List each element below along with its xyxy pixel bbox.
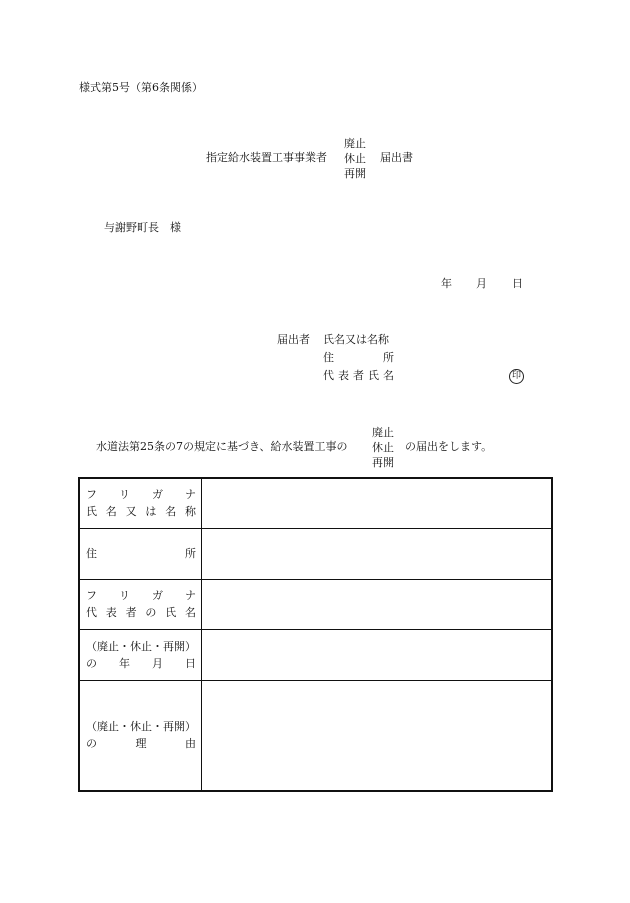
name-field[interactable] xyxy=(202,478,553,528)
notifier-rep-label: 代 表 者 氏 名 xyxy=(323,369,394,382)
date-day: 日 xyxy=(512,277,523,290)
row-label xyxy=(79,478,202,528)
representative-label: 代 表 者 の 氏 名 xyxy=(86,606,196,619)
title-option-kyushi: 休止 xyxy=(344,152,366,165)
name-label: 氏 名 又 は 名 称 xyxy=(86,505,196,519)
reason-label: の 理 由 xyxy=(86,737,196,751)
address-label: 住 所 xyxy=(86,547,196,560)
statement-prefix: 水道法第25条の7の規定に基づき、給水装置工事の xyxy=(96,440,348,453)
table-row xyxy=(79,579,552,629)
reason-field[interactable] xyxy=(202,680,553,791)
title-option-saikai: 再開 xyxy=(344,167,366,180)
table-row xyxy=(79,528,552,579)
date-year: 年 xyxy=(441,277,452,290)
statement-suffix: の届出をします。 xyxy=(405,440,493,453)
notifier-name-label: 氏名又は名称 xyxy=(323,333,389,346)
notifier-address-label: 住 所 xyxy=(323,351,394,364)
reason-type-label: （廃止・休止・再開） xyxy=(86,720,196,734)
date-month: 月 xyxy=(476,277,487,290)
row-label xyxy=(79,528,202,579)
title-option-haishi: 廃止 xyxy=(344,137,366,150)
statement-option-haishi: 廃止 xyxy=(372,426,394,439)
date-label: の 年 月 日 xyxy=(86,656,196,670)
seal-icon: 印 xyxy=(509,369,524,384)
table-row xyxy=(79,478,552,528)
date-type-label: （廃止・休止・再開） xyxy=(86,639,196,653)
statement-options xyxy=(372,425,394,470)
form-number: 様式第5号（第6条関係） xyxy=(79,81,203,94)
furigana-label: フ リ ガ ナ xyxy=(86,488,196,502)
table-row xyxy=(79,680,552,791)
row-label xyxy=(79,579,202,629)
address-field[interactable] xyxy=(202,528,553,579)
furigana-label: フ リ ガ ナ xyxy=(86,589,196,602)
date-field[interactable] xyxy=(202,629,553,680)
representative-field[interactable] xyxy=(202,579,553,629)
table-row xyxy=(79,629,552,680)
addressee: 与謝野町長 様 xyxy=(104,221,181,234)
row-label xyxy=(79,680,202,791)
notifier-label: 届出者 xyxy=(277,333,310,346)
title-prefix: 指定給水装置工事事業者 xyxy=(206,151,327,164)
title-suffix: 届出書 xyxy=(380,151,413,164)
row-label xyxy=(79,629,202,680)
form-table xyxy=(78,477,553,792)
title-options xyxy=(344,136,366,181)
statement-option-kyushi: 休止 xyxy=(372,441,394,454)
statement-option-saikai: 再開 xyxy=(372,456,394,469)
